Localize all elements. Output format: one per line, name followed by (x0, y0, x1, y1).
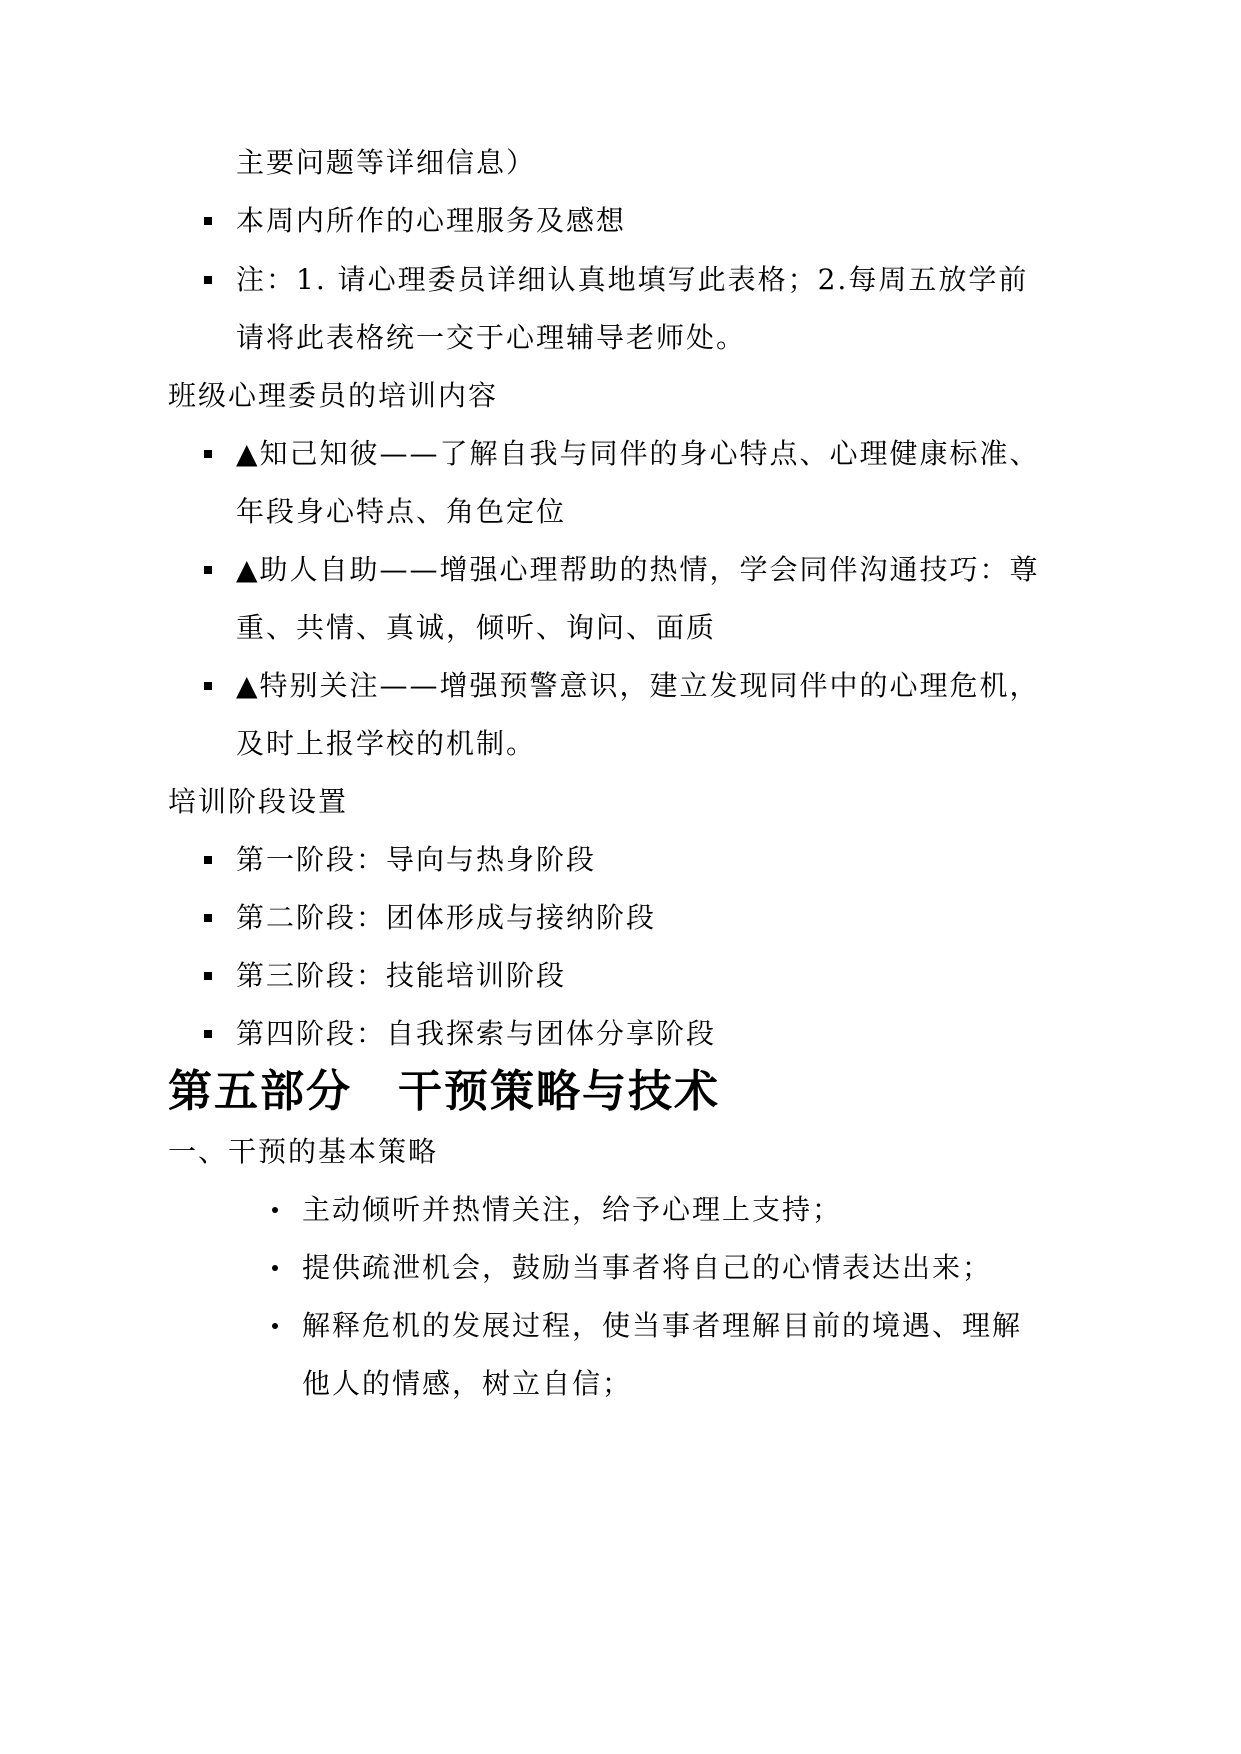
list-item-strategy: 提供疏泄机会，鼓励当事者将自己的心情表达出来； (302, 1251, 993, 1284)
square-bullet-icon (204, 856, 212, 864)
list-item-stage: 第三阶段：技能培训阶段 (236, 959, 567, 992)
part-five-subheading: 一、干预的基本策略 (168, 1135, 439, 1168)
list-item-strategy: 解释危机的发展过程，使当事者理解目前的境遇、理解 (302, 1309, 1023, 1342)
section-heading-training-content: 班级心理委员的培训内容 (168, 379, 499, 412)
list-item-stage: 第四阶段：自我探索与团体分享阶段 (236, 1017, 717, 1050)
square-bullet-icon (204, 1030, 212, 1038)
section-heading-training-stages: 培训阶段设置 (168, 785, 349, 818)
list-item-training-content: ▲特别关注——增强预警意识，建立发现同伴中的心理危机， (236, 669, 1040, 702)
list-item-note: 注：1. 请心理委员详细认真地填写此表格；2.每周五放学前 (236, 263, 1029, 296)
list-item-stage: 第二阶段：团体形成与接纳阶段 (236, 901, 657, 934)
list-item-continued: 主要问题等详细信息） (236, 146, 537, 179)
list-item-stage: 第一阶段：导向与热身阶段 (236, 843, 597, 876)
dot-bullet-icon (272, 1323, 278, 1329)
dot-bullet-icon (272, 1265, 278, 1271)
dot-bullet-icon (272, 1207, 278, 1213)
square-bullet-icon (204, 450, 212, 458)
list-item-training-content-continued: 年段身心特点、角色定位 (236, 495, 567, 528)
square-bullet-icon (204, 217, 212, 225)
list-item-note-continued: 请将此表格统一交于心理辅导老师处。 (236, 321, 747, 354)
square-bullet-icon (204, 914, 212, 922)
list-item-training-content-continued: 重、共情、真诚，倾听、询问、面质 (236, 611, 717, 644)
square-bullet-icon (204, 276, 212, 284)
list-item-strategy: 主动倾听并热情关注，给予心理上支持； (302, 1193, 843, 1226)
list-item-strategy-continued: 他人的情感，树立自信； (302, 1367, 633, 1400)
list-item-training-content-continued: 及时上报学校的机制。 (236, 727, 537, 760)
square-bullet-icon (204, 566, 212, 574)
list-item-training-content: ▲助人自助——增强心理帮助的热情，学会同伴沟通技巧：尊 (236, 553, 1040, 586)
square-bullet-icon (204, 682, 212, 690)
list-item-services: 本周内所作的心理服务及感想 (236, 204, 627, 237)
part-five-title: 第五部分 干预策略与技术 (168, 1066, 720, 1117)
square-bullet-icon (204, 972, 212, 980)
list-item-training-content: ▲知己知彼——了解自我与同伴的身心特点、心理健康标准、 (236, 437, 1040, 470)
